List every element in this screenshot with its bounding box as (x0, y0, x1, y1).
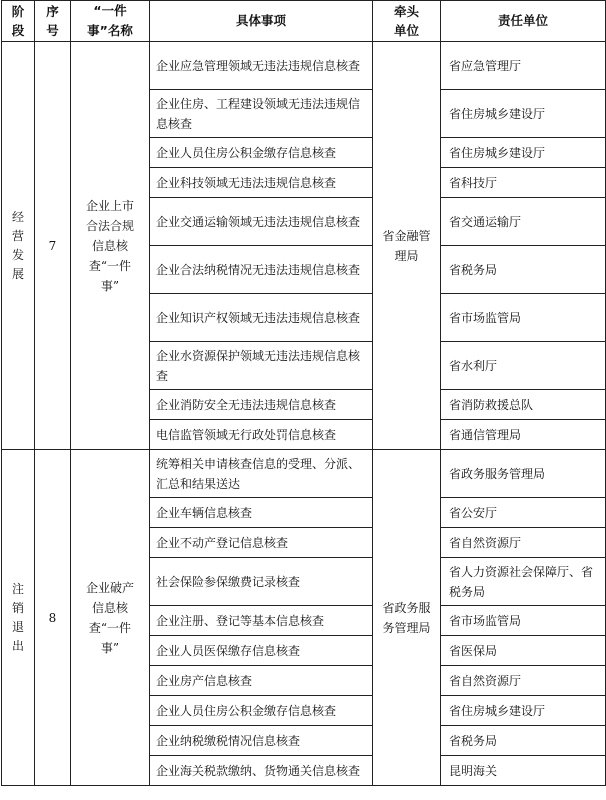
responsible-unit-cell: 省市场监管局 (441, 294, 606, 342)
responsible-unit-cell: 省医保局 (441, 636, 606, 666)
responsible-unit-cell: 省住房城乡建设厅 (441, 138, 606, 168)
responsibility-table (1, 0, 606, 786)
stage-cell: 经营发展 (2, 42, 35, 450)
thing-name-cell: 企业破产信息核查“一件事” (71, 450, 150, 786)
item-cell: 企业纳税缴税情况信息核查 (150, 726, 373, 756)
responsible-unit-cell: 省水利厅 (441, 342, 606, 390)
seq-cell: 8 (35, 450, 71, 786)
item-cell: 统筹相关申请核查信息的受理、分派、汇总和结果送达 (150, 450, 373, 498)
item-cell: 企业水资源保护领域无违法违规信息核查 (150, 342, 373, 390)
header-lead-unit: 牵头单位 (373, 1, 441, 42)
responsible-unit-cell: 省税务局 (441, 726, 606, 756)
responsible-unit-cell: 省消防救援总队 (441, 390, 606, 420)
table-row (2, 42, 606, 90)
header-responsible-unit: 责任单位 (441, 1, 606, 42)
responsible-unit-cell: 省通信管理局 (441, 420, 606, 450)
responsible-unit-cell: 省公安厅 (441, 498, 606, 528)
stage-cell: 注销退出 (2, 450, 35, 786)
responsible-unit-cell: 省科技厅 (441, 168, 606, 198)
header-thing-name: “一件事”名称 (71, 1, 150, 42)
item-cell: 企业海关税款缴纳、货物通关信息核查 (150, 756, 373, 786)
item-cell: 企业科技领域无违法违规信息核查 (150, 168, 373, 198)
responsible-unit-cell: 省自然资源厅 (441, 528, 606, 558)
thing-name-cell: 企业上市合法合规信息核查“一件事” (71, 42, 150, 450)
item-cell: 企业住房、工程建设领域无违法违规信息核查 (150, 90, 373, 138)
item-cell: 电信监管领域无行政处罚信息核查 (150, 420, 373, 450)
item-cell: 企业房产信息核查 (150, 666, 373, 696)
item-cell: 企业应急管理领域无违法违规信息核查 (150, 42, 373, 90)
item-cell: 企业不动产登记信息核查 (150, 528, 373, 558)
item-cell: 企业人员医保缴存信息核查 (150, 636, 373, 666)
responsible-unit-cell: 省交通运输厅 (441, 198, 606, 246)
header-seq: 序号 (35, 1, 71, 42)
item-cell: 社会保险参保缴费记录核查 (150, 558, 373, 606)
header-item: 具体事项 (150, 1, 373, 42)
table-header-row (2, 1, 606, 42)
lead-unit-cell: 省金融管理局 (373, 42, 441, 450)
responsible-unit-cell: 省住房城乡建设厅 (441, 90, 606, 138)
item-cell: 企业车辆信息核查 (150, 498, 373, 528)
item-cell: 企业人员住房公积金缴存信息核查 (150, 696, 373, 726)
responsible-unit-cell: 省税务局 (441, 246, 606, 294)
table-row (2, 450, 606, 498)
item-cell: 企业消防安全无违法违规信息核查 (150, 390, 373, 420)
responsible-unit-cell: 昆明海关 (441, 756, 606, 786)
responsible-unit-cell: 省市场监管局 (441, 606, 606, 636)
item-cell: 企业交通运输领域无违法违规信息核查 (150, 198, 373, 246)
item-cell: 企业知识产权领域无违法违规信息核查 (150, 294, 373, 342)
responsible-unit-cell: 省住房城乡建设厅 (441, 696, 606, 726)
responsible-unit-cell: 省应急管理厅 (441, 42, 606, 90)
responsible-unit-cell: 省政务服务管理局 (441, 450, 606, 498)
seq-cell: 7 (35, 42, 71, 450)
header-stage: 阶段 (2, 1, 35, 42)
responsible-unit-cell: 省人力资源社会保障厅、省税务局 (441, 558, 606, 606)
item-cell: 企业合法纳税情况无违法违规信息核查 (150, 246, 373, 294)
responsible-unit-cell: 省自然资源厅 (441, 666, 606, 696)
item-cell: 企业人员住房公积金缴存信息核查 (150, 138, 373, 168)
item-cell: 企业注册、登记等基本信息核查 (150, 606, 373, 636)
lead-unit-cell: 省政务服务管理局 (373, 450, 441, 786)
